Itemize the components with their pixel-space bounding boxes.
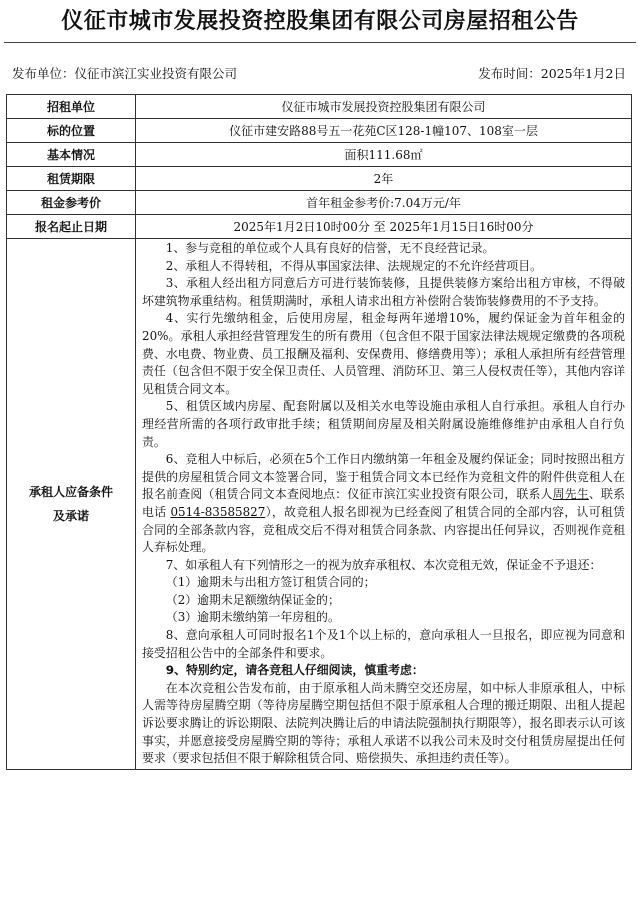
details-table [6,94,632,770]
term-paragraph: 2、承租人不得转租，不得从事国家法律、法规规定的不允许经营项目。 [165,258,542,273]
row-label: 租赁期限 [7,167,136,191]
term-text: 6、竞租人中标后，必须在5个工作日内缴纳第一年租金及履约保证金；同时按照出租方提供的房屋租赁合同文本签署合同，鉴于租赁合同文本已经作为竞租文件的附件供竞租人在报名前查阅（租赁合同文本查阅地点：仪征市滨江实业投资有限公司，联系人 [142,452,625,502]
table-row [7,95,632,119]
term-text: ），故竞租人报名即视为已经查阅了租赁合同的全部内容，认可租赁合同的全部条款内容，竞租成交后不得对租赁合同条款、内容提出任何异议，否则视作竞租人弃标处理。 [142,504,625,555]
table-row [7,215,632,239]
row-value: 仪征市城市发展投资控股集团有限公司 [136,95,632,119]
row-value: 2年 [136,167,632,191]
term-subitem: （1）逾期未与出租方签订租赁合同的； [165,575,376,590]
term-paragraph: 5、租赁区域内房屋、配套附属以及相关水电等设施由承租人自行承担。承租人自行办理经营所需的各项行政审批手续；租赁期间房屋及相关附属设施维修维护由承租人自行负责。 [142,399,625,449]
publisher: 发布单位：仪征市滨江实业投资有限公司 [12,66,238,81]
row-value: 首年租金参考价:7.04万元/年 [136,191,632,215]
terms-row [7,239,632,770]
row-value: 面积111.68㎡ [136,143,632,167]
term-paragraph: 3、承租人经出租方同意后方可进行装饰装修，且提供装修方案给出租方审核，不得破坏建筑物承重结构。租赁期满时，承租人请求出租方补偿附合装饰装修费用的不予支持。 [142,276,625,308]
table-row [7,119,632,143]
row-label: 租金参考价 [7,191,136,215]
row-label: 报名起止日期 [7,215,136,239]
contact-phone: 0514-83585827 [170,504,266,519]
term-subitem: （2）逾期未足额缴纳保证金的； [165,592,340,607]
term-text: 、联系电话 [142,487,625,519]
term-paragraph: 在本次竞租公告发布前，由于原承租人尚未腾空交还房屋，如中标人非原承租人，中标人需等待房屋腾空期（等待房屋腾空期包括但不限于原承租人合理的搬迁期限、出租人提起诉讼要求腾让的诉讼期限、法院判决腾让后的申请法院强制执行期限等），报名即表示认可该事实，并愿意接受房屋腾空期的等待；承租人承诺不以我公司未及时交付租赁房屋提出任何要求（要求包括但不限于解除租赁合同、赔偿损失、承担违约责任等）。 [142,680,625,766]
row-value: 2025年1月2日10时00分 至 2025年1月15日16时00分 [136,215,632,239]
row-label: 招租单位 [7,95,136,119]
special-terms-heading: 9、特别约定，请各竞租人仔细阅读，慎重考虑： [165,663,424,678]
term-paragraph [142,451,625,557]
row-label: 标的位置 [7,119,136,143]
term-paragraph: 1、参与竞租的单位或个人具有良好的信誉，无不良经营记录。 [165,241,495,255]
publish-time: 发布时间：2025年1月2日 [478,66,626,81]
terms-label-line: 承租人应备条件 [28,484,113,499]
table-row [7,191,632,215]
terms-content [136,239,632,770]
term-paragraph: 7、如承租人有下列情形之一的视为放弃承租权、本次竞租无效，保证金不予退还： [165,557,602,572]
page-title: 仪征市城市发展投资控股集团有限公司房屋招租公告 [61,9,579,34]
table-row [7,167,632,191]
term-subitem: （3）逾期未缴纳第一年房租的。 [165,610,340,625]
row-value: 仪征市建安路88号五一花苑C区128-1幢107、108室一层 [136,119,632,143]
title-divider [4,42,636,43]
term-paragraph: 8、意向承租人可同时报名1个及1个以上标的，意向承租人一旦报名，即应视为同意和接受招租公告中的全部条件和要求。 [142,628,625,660]
terms-label [7,239,136,770]
terms-label-line: 及承诺 [52,508,89,523]
table-row [7,143,632,167]
contact-person: 周先生 [552,487,589,502]
term-paragraph: 4、实行先缴纳租金，后使用房屋，租金每两年递增10%，履约保证金为首年租金的20%。承租人承担经营管理发生的所有费用（包含但不限于国家法律法规规定缴费的各项税费、水电费、物业费、员工报酬及福利、安保费用、修缮费用等）；承租人承担所有经营管理责任（包含但不限于安全保卫责任、人员管理、消防环卫、第三人侵权责任等），其他内容详见租赁合同文本。 [142,311,625,396]
row-label: 基本情况 [7,143,136,167]
